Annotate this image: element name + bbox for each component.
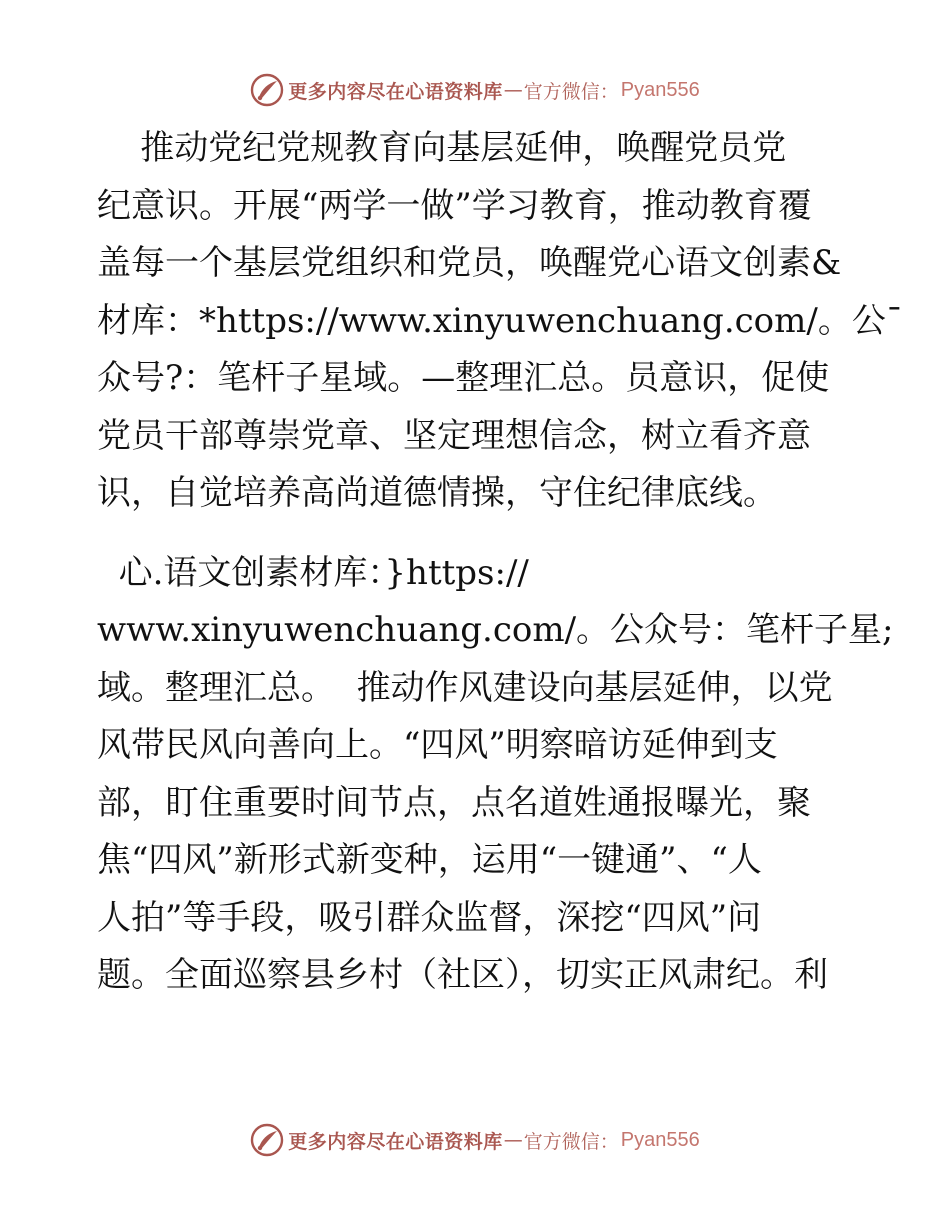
text-line: 风带民风向善向上。“四风”明察暗访延伸到支 bbox=[97, 725, 778, 765]
paragraph-gap bbox=[97, 523, 850, 545]
watermark-dash: — bbox=[503, 79, 523, 101]
quill-logo-icon bbox=[250, 73, 284, 107]
quill-logo-icon bbox=[250, 1123, 284, 1157]
text-line: 盖每一个基层党组织和党员，唤醒党心语文创素& bbox=[97, 243, 842, 283]
paragraph-1 bbox=[97, 120, 903, 523]
text-line: 题。全面巡察县乡村（社区），切实正风肃纪。利 bbox=[97, 955, 828, 995]
watermark-wechat-id: Pyan556 bbox=[620, 1128, 700, 1151]
text-line: 党员干部尊崇党章、坚定理想信念，树立看齐意 bbox=[97, 415, 811, 456]
paragraph-2 bbox=[97, 545, 894, 1005]
watermark-wechat-id: Pyan556 bbox=[620, 78, 700, 101]
text-line: 纪意识。开展“两学一做”学习教育，推动教育覆 bbox=[97, 185, 812, 226]
header-watermark bbox=[0, 70, 950, 110]
text-line: 域。整理汇总。 推动作风建设向基层延伸，以党 bbox=[97, 667, 833, 708]
text-line: 识，自觉培养高尚道德情操，守住纪律底线。 bbox=[97, 473, 777, 513]
text-line: 心.语文创素材库：}https:// bbox=[97, 552, 529, 593]
watermark-brand-text: 更多内容尽在心语资料库 bbox=[288, 80, 503, 103]
text-line: 焦“四风”新形式新变种，运用“一键通”、“人 bbox=[97, 840, 762, 880]
text-line: 材库：*https://www.xinyuwenchuang.com/。公¯ bbox=[97, 300, 903, 341]
text-line: 人拍”等手段，吸引群众监督，深挖“四风”问 bbox=[97, 897, 762, 938]
text-line: 众号?：笔杆子星域。—整理汇总。员意识，促使 bbox=[97, 358, 830, 398]
footer-watermark bbox=[0, 1120, 950, 1160]
watermark-label: 官方微信： bbox=[523, 80, 619, 103]
document-body bbox=[97, 120, 903, 1005]
text-line: www.xinyuwenchuang.com/。公众号：笔杆子星; bbox=[97, 610, 894, 650]
watermark-dash: — bbox=[503, 1129, 523, 1151]
watermark-label: 官方微信： bbox=[523, 1130, 619, 1153]
text-line: 推动党纪党规教育向基层延伸，唤醒党员党 bbox=[97, 128, 787, 168]
text-line: 部，盯住重要时间节点，点名道姓通报曝光，聚 bbox=[97, 782, 811, 823]
watermark-brand-text: 更多内容尽在心语资料库 bbox=[288, 1130, 503, 1153]
